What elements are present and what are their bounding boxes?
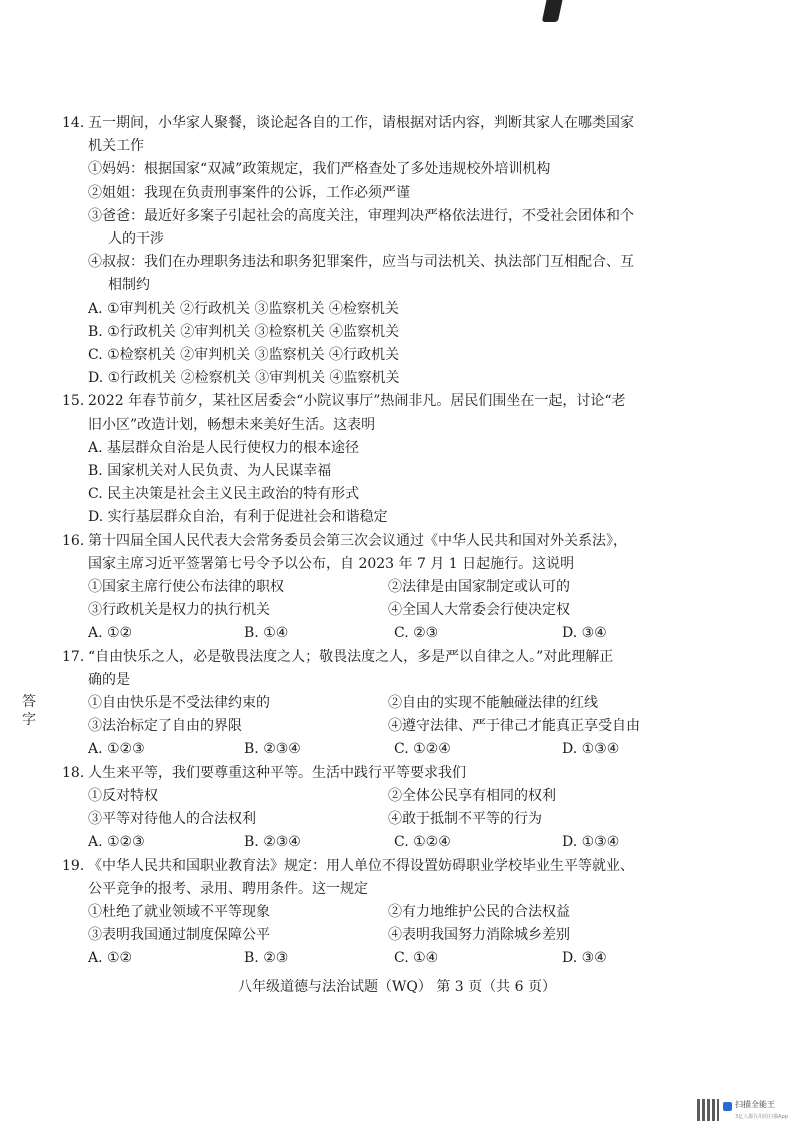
statement-row	[88, 599, 693, 622]
question-number: 18.	[62, 764, 85, 781]
statement-item: ①杜绝了就业领域不平等现象	[88, 903, 270, 920]
question-stem-line	[88, 135, 693, 158]
answer-choice: C. ①②④	[394, 834, 451, 851]
question-stem-text: 五一期间，小华家人聚餐，谈论起各自的工作，请根据对话内容，判断其家人在哪类国家	[88, 115, 634, 131]
answer-option: B. 国家机关对人民负责、为人民谋幸福	[88, 463, 332, 480]
answer-choice: A. ①②③	[88, 741, 145, 758]
answer-choice: B. ②③	[244, 950, 289, 967]
question-stem-line	[62, 112, 693, 135]
answer-option: D. ①行政机关 ②检察机关 ③审判机关 ④监察机关	[88, 370, 400, 387]
margin-mark: 字	[22, 712, 36, 728]
statement-line: ③爸爸：最近好多案子引起社会的高度关注，审理判决严格依法进行，不受社会团体和个	[88, 207, 634, 224]
statement-row	[88, 808, 693, 831]
question-block	[62, 646, 693, 762]
question-stem-line	[62, 855, 693, 878]
question-stem-text: 机关工作	[88, 138, 144, 155]
answer-choice: C. ②③	[394, 625, 439, 642]
answer-option: C. 民主决策是社会主义民主政治的特有形式	[88, 486, 360, 503]
question-stem-text: 2022 年春节前夕，某社区居委会“小院议事厅”热闹非凡。居民们围坐在一起，讨论“老	[88, 393, 626, 410]
answer-choice: B. ②③④	[244, 834, 301, 851]
margin-marks	[22, 693, 44, 729]
statement-row	[88, 901, 693, 924]
question-stem-text: 旧小区”改造计划，畅想未来美好生活。这表明	[88, 416, 376, 433]
question-stem-line	[88, 553, 693, 576]
question-number: 16.	[62, 532, 85, 549]
question-block	[62, 112, 693, 390]
statement-item: ④全国人大常委会行使决定权	[388, 602, 570, 619]
answer-choice: B. ②③④	[244, 741, 301, 758]
question-block	[62, 390, 693, 529]
statement-item: ③平等对待他人的合法权利	[88, 811, 256, 828]
answer-option: A. ①审判机关 ②行政机关 ③监察机关 ④检察机关	[88, 300, 399, 317]
answer-choices-row	[88, 947, 693, 970]
question-stem-line	[88, 878, 693, 901]
statement-line: ①妈妈：根据国家“双减”政策规定，我们严格查处了多处违规校外培训机构	[88, 161, 551, 178]
answer-choice: D. ③④	[562, 625, 607, 642]
statement-row	[88, 576, 693, 599]
statement-row	[88, 692, 693, 715]
question-stem-line	[88, 414, 693, 437]
statement-item: ③行政机关是权力的执行机关	[88, 602, 270, 619]
question-block	[62, 762, 693, 855]
question-stem-text: 国家主席习近平签署第七号令予以公布，自 2023 年 7 月 1 日起施行。这说明	[88, 555, 575, 572]
question-number: 19.	[62, 857, 85, 874]
statement-item: ③法治标定了自由的界限	[88, 718, 242, 735]
answer-choice: D. ①③④	[562, 741, 620, 758]
question-stem-line	[62, 530, 693, 553]
question-stem-text: “自由快乐之人，必是敬畏法度之人；敬畏法度之人，多是严以自律之人。”对此理解正	[88, 648, 614, 665]
answer-choices-row	[88, 738, 693, 761]
exam-page-body	[62, 112, 693, 971]
statement-line: 相制约	[108, 277, 150, 294]
answer-option: C. ①检察机关 ②审判机关 ③监察机关 ④行政机关	[88, 347, 400, 364]
answer-choices-row	[88, 622, 693, 645]
page-footer: 八年级道德与法治试题（WQ） 第 3 页（共 6 页）	[238, 979, 556, 995]
answer-choice: A. ①②	[88, 950, 133, 967]
statement-item: ②全体公民享有相同的权利	[388, 787, 556, 804]
answer-choice: D. ①③④	[562, 834, 620, 851]
question-block	[62, 530, 693, 646]
statement-item: ②自由的实现不能触碰法律的红线	[388, 695, 598, 712]
question-stem-text: 人生来平等，我们要尊重这种平等。生活中践行平等要求我们	[88, 764, 466, 781]
scan-artifact-mark	[542, 0, 564, 22]
answer-choice: C. ①④	[394, 950, 439, 967]
scanner-badge-title: 扫描全能王	[735, 1100, 775, 1109]
question-stem-line	[88, 669, 693, 692]
scanner-badge-subtitle: 3亿人都在用的扫描App	[735, 1114, 788, 1120]
question-stem-line	[62, 762, 693, 785]
statement-line: ④叔叔：我们在办理职务违法和职务犯罪案件，应当与司法机关、执法部门互相配合、互	[88, 254, 634, 271]
question-number: 17.	[62, 648, 85, 665]
statement-item: ①自由快乐是不受法律约束的	[88, 695, 270, 712]
statement-row	[88, 715, 693, 738]
answer-choices-row	[88, 831, 693, 854]
scanner-badge	[697, 1099, 788, 1123]
statement-item: ④表明我国努力消除城乡差别	[388, 927, 570, 944]
scanner-logo-icon	[723, 1102, 732, 1111]
answer-choice: A. ①②	[88, 625, 133, 642]
question-stem-line	[62, 646, 693, 669]
question-block	[62, 855, 693, 971]
statement-line: ②姐姐：我现在负责刑事案件的公诉，工作必须严谨	[88, 184, 410, 201]
statement-line: 人的干涉	[108, 231, 164, 248]
question-number: 14.	[62, 115, 85, 131]
question-stem-text: 第十四届全国人民代表大会常务委员会第三次会议通过《中华人民共和国对外关系法》，	[88, 532, 627, 549]
statement-item: ③表明我国通过制度保障公平	[88, 927, 270, 944]
question-stem-line	[62, 390, 693, 413]
statement-item: ①国家主席行使公布法律的职权	[88, 579, 284, 596]
answer-choice: B. ①④	[244, 625, 289, 642]
qr-code-icon	[697, 1099, 719, 1121]
margin-mark: 答	[22, 694, 36, 710]
statement-item: ②有力地维护公民的合法权益	[388, 903, 570, 920]
answer-option: D. 实行基层群众自治，有利于促进社会和谐稳定	[88, 509, 388, 526]
question-stem-text: 《中华人民共和国职业教育法》规定：用人单位不得设置妨碍职业学校毕业生平等就业、	[88, 857, 634, 874]
answer-option: B. ①行政机关 ②审判机关 ③检察机关 ④监察机关	[88, 323, 400, 340]
answer-choice: D. ③④	[562, 950, 607, 967]
answer-choice: A. ①②③	[88, 834, 145, 851]
statement-row	[88, 785, 693, 808]
answer-choice: C. ①②④	[394, 741, 451, 758]
statement-item: ④敢于抵制不平等的行为	[388, 811, 542, 828]
statement-item: ②法律是由国家制定或认可的	[388, 579, 570, 596]
answer-option: A. 基层群众自治是人民行使权力的根本途径	[88, 439, 360, 456]
statement-item: ④遵守法律、严于律己才能真正享受自由	[388, 718, 640, 735]
question-stem-text: 确的是	[88, 671, 130, 688]
statement-item: ①反对特权	[88, 787, 158, 804]
statement-row	[88, 924, 693, 947]
question-stem-text: 公平竞争的报考、录用、聘用条件。这一规定	[88, 880, 368, 897]
question-number: 15.	[62, 393, 85, 410]
